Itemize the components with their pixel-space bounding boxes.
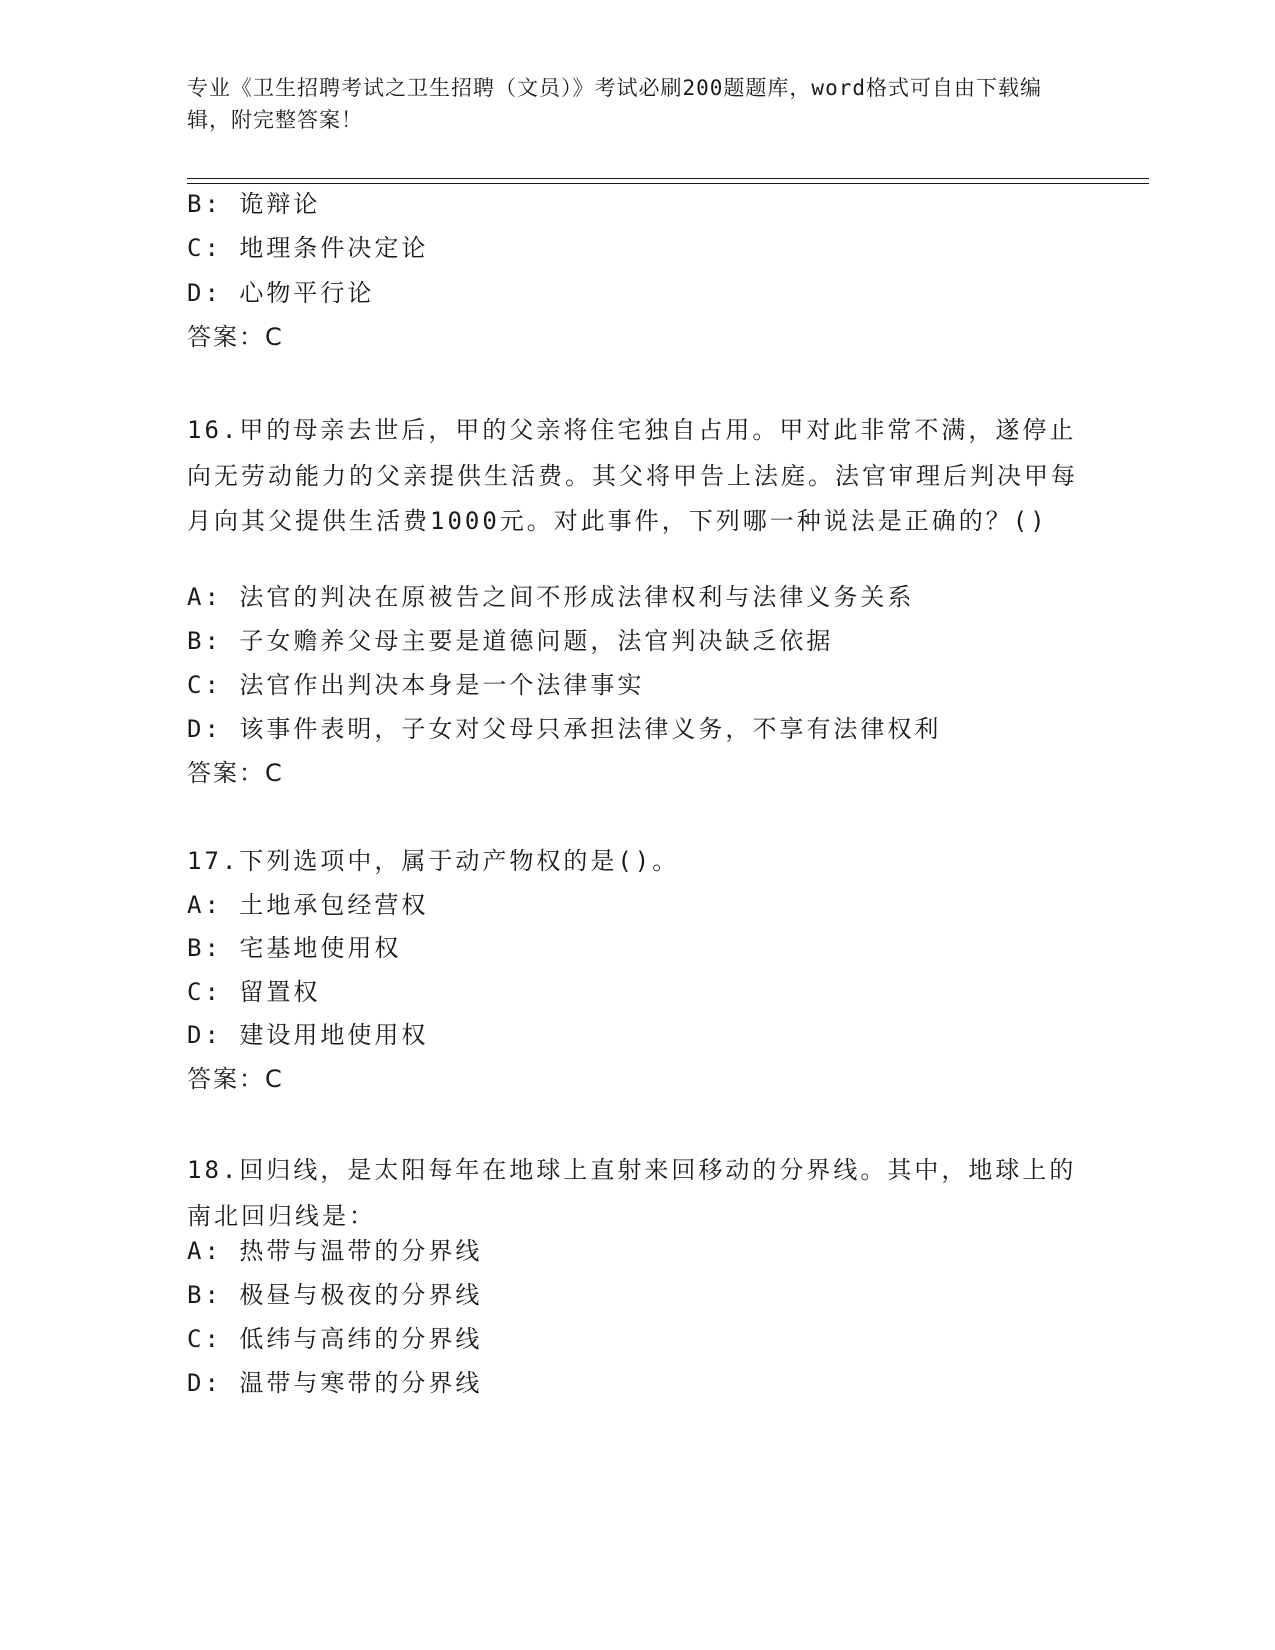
document-header: 专业《卫生招聘考试之卫生招聘（文员）》考试必刷200题题库，word格式可自由下载编辑，附完整答案！ [187,76,1042,132]
q17-option-c: C: 留置权 [187,978,321,1006]
q16-option-c: C: 法官作出判决本身是一个法律事实 [187,671,645,699]
q17-option-a: A: 土地承包经营权 [187,891,429,919]
q18-option-b: B: 极昼与极夜的分界线 [187,1281,483,1309]
q16-option-d: D: 该事件表明，子女对父母只承担法律义务，不享有法律权利 [187,715,942,743]
q17-option-b: B: 宅基地使用权 [187,934,402,962]
q16-option-a: A: 法官的判决在原被告之间不形成法律权利与法律义务关系 [187,583,915,611]
header-divider-top [187,178,1149,179]
q18-option-d: D: 温带与寒带的分界线 [187,1369,483,1397]
q18-option-a: A: 热带与温带的分界线 [187,1237,483,1265]
q16-answer: 答案：C [187,759,284,787]
q17-answer: 答案：C [187,1065,284,1093]
q17-stem: 17.下列选项中，属于动产物权的是()。 [187,847,680,875]
q16-stem: 16.甲的母亲去世后，甲的父亲将住宅独自占用。甲对此非常不满，遂停止向无劳动能力的父亲提供生活费。其父将甲告上法庭。法官审理后判决甲每月向其父提供生活费1000元。对此事件，下列哪一种说法是正确的？() [187,416,1078,535]
q15-option-d: D: 心物平行论 [187,279,375,307]
q15-option-c: C: 地理条件决定论 [187,234,429,262]
q18-option-c: C: 低纬与高纬的分界线 [187,1325,483,1353]
q15-option-b: B: 诡辩论 [187,190,321,218]
q16-option-b: B: 子女赡养父母主要是道德问题，法官判决缺乏依据 [187,627,834,655]
q15-answer: 答案：C [187,323,284,351]
header-divider-bottom [187,183,1149,184]
q18-stem: 18.回归线，是太阳每年在地球上直射来回移动的分界线。其中，地球上的南北回归线是： [187,1156,1077,1230]
q17-option-d: D: 建设用地使用权 [187,1021,429,1049]
